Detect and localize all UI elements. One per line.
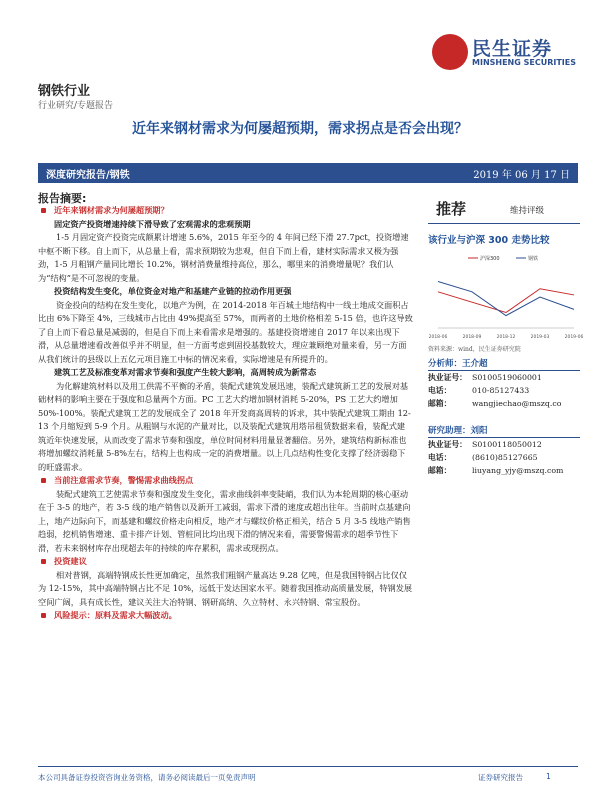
section-heading: 当前注意需求节奏，警惕需求曲线拐点	[38, 474, 413, 488]
analyst-row-key: 电话：	[428, 386, 452, 395]
assistant-row-key: 电话：	[428, 453, 452, 462]
chart-x-tick: 2018-06	[428, 335, 448, 340]
analyst-row-value: 010-85127433	[472, 386, 530, 395]
chart-caption: 该行业与沪深 300 走势比较	[428, 235, 550, 246]
assistant-row-value: S0100118050012	[472, 440, 542, 449]
report-headline: 近年来钢材需求为何屡超预期，需求拐点是否会出现？	[132, 121, 468, 137]
assistant-row-value: (8610)85127665	[472, 453, 538, 462]
section-heading: 风险提示：原料及需求大幅波动。	[38, 609, 413, 623]
assistant-info	[428, 438, 580, 477]
assistant-row-key: 执业证号：	[428, 440, 467, 449]
body-paragraph: 1-5 月固定资产投资完成额累计增速 5.6%，2015 年至今的 4 年间已经下滑 27.7pct，投资增速中枢不断下移。自上而下，从总量上看，需求预期较为悲观，但自下而上看，建材实际需求又极为强劲，1-5 月粗钢产量同比增长 10.2%，钢材消费量维持高位，那么，哪里来的消费增量呢？我们认为“结构”是不可忽视的变量。	[38, 232, 409, 283]
rating-main: 推荐	[436, 200, 467, 218]
chart-x-tick: 2018-09	[462, 335, 482, 340]
brand-name-en: MINSHENG SECURITIES	[472, 58, 576, 67]
sidebar	[428, 198, 584, 477]
analyst-title: 分析师：王介超	[428, 357, 580, 371]
chart-series-line	[438, 289, 574, 313]
subsection-heading: 投资结构发生变化，单位资金对地产和基建产业链的拉动作用更强	[54, 286, 292, 296]
footer-divider	[38, 766, 578, 767]
analyst-row-key: 执业证号：	[428, 373, 467, 382]
analyst-info	[428, 371, 580, 410]
summary-title: 报告摘要:	[38, 192, 87, 205]
analyst-row-value: wangjiechao@mszq.co	[472, 399, 562, 408]
trend-chart	[428, 252, 584, 342]
chart-x-tick: 2019-03	[530, 335, 550, 340]
body-paragraph: 装配式建筑工艺使需求节奏和强度发生变化，需求曲线斜率变陡峭，我们认为本轮周期的核心驱动在于 3-5 的地产，若 3-5 线的地产销售以及新开工减弱，需求下滑的速度或超出往年。当前时点基建向上，地产边际向下，而基建和螺纹价格走向相反，地产才与螺纹价格正相关，结合 5 月 3-5 线地产销售趋弱，挖机销售增速、重卡排产计划、管桩同比均出现下滑的情况来看，需要警惕需求的超季节性下滑，若未来钢材库存出现超去年的持续的库存累积，需求或现拐点。	[38, 488, 411, 553]
footer-label: 证券研究报告	[478, 773, 523, 782]
body-paragraph: 相对普钢，高端特钢成长性更加确定，虽然我们粗钢产量高达 9.28 亿吨，但是我国特钢占比仅仅为 12-15%，其中高端特钢占比不足 10%，远低于发达国家水平。随着我国推动高质量发展，特钢发展空间广阔，具有成长性，建议关注大冶特钢、钢研高纳、久立特材、永兴特钢、常宝股份。	[38, 569, 413, 607]
chart-legend-label: 沪深300	[480, 256, 500, 262]
report-date: 2019 年 06 月 17 日	[473, 170, 570, 181]
chart-x-tick: 2018-12	[496, 335, 516, 340]
analyst-row-key: 邮箱：	[428, 399, 452, 408]
assistant-title: 研究助理：刘阳	[428, 424, 580, 438]
subsection-heading: 建筑工艺及标准变革对需求节奏和强度产生较大影响，高周转成为新常态	[54, 367, 317, 377]
analyst-row-value: S0100519060001	[472, 373, 542, 382]
assistant-row-value: liuyang_yjy@mszq.com	[472, 466, 564, 475]
chart-x-tick: 2019-06	[564, 335, 584, 340]
rating-box	[428, 198, 580, 224]
body-paragraph: 资金投向的结构在发生变化，以地产为例，在 2014-2018 年百城土地结构中一线土地成交面积占比由 6%下降至 4%，三线城市占比由 49%提高至 57%，而两者的土地价格相差 5-15 倍，也许这导致了自上而下看总量是减弱的，但是自下而上来看需求是增强的。基建投资增速自 2017 年以来出现下滑，从总量增速看改善似乎并不明显，但一方面考虑到固投基数较大，理应兼顾绝对量来看，另一方面从我们统计的县级以上五亿元项目施工中标的情况来看，实际增速是有所提升的。	[38, 299, 413, 364]
industry-title: 钢铁行业	[38, 84, 91, 99]
assistant-row	[428, 464, 580, 477]
assistant-row	[428, 438, 580, 451]
subsection-heading: 固定资产投资增速持续下滑导致了宏观需求的悲观预期	[54, 218, 251, 229]
body-paragraph: 为化解建筑材料以及用工供需不平衡的矛盾，装配式建筑发展迅速，装配式建筑新工艺的发展对基础材料的影响主要在于强度和总量两个方面。PC 工艺大约增加钢材消耗 5-20%，PS 工艺大约增加 50%-100%。装配式建筑工艺的发展成全了 2018 年开发商高周转的诉求，其中装配式建筑工期由 12-13 个月缩短到 5-9 个月。从粗钢与水泥的产量对比，以及装配式建筑用塔吊租赁数据来看，装配式建筑近年快速发展，从而改变了需求节奏和强度，单位时间材料用量显著翻倍。另外，建筑结构新标准也将增加螺纹消耗量 5-8%左右，结构上也构成一定的消费增量。以上几点结构性变化支撑了经济弱稳下的旺盛需求。	[38, 380, 411, 472]
analyst-row	[428, 384, 580, 397]
chart-source: 资料来源：wind，民生证券研究院	[428, 346, 521, 353]
assistant-row-key: 邮箱：	[428, 466, 452, 475]
section-heading: 近年来钢材需求为何屡超预期？	[38, 204, 413, 218]
report-type-label: 深度研究报告/钢铁	[46, 170, 130, 181]
chart-legend-label: 钢铁	[528, 256, 539, 262]
section-heading: 投资建议	[38, 555, 413, 569]
summary-body	[38, 204, 413, 623]
footer-disclaimer: 本公司具备证券投资咨询业务资格，请务必阅读最后一页免责声明	[38, 773, 256, 782]
trend-chart-svg	[428, 252, 584, 342]
assistant-row	[428, 451, 580, 464]
brand-name: 民生证券	[472, 38, 553, 60]
report-category: 行业研究/专题报告	[38, 101, 114, 111]
analyst-row	[428, 397, 580, 410]
page-number: 1	[546, 772, 551, 781]
brand-logo-icon	[432, 34, 468, 70]
rating-sub: 维持评级	[510, 206, 545, 216]
analyst-row	[428, 371, 580, 384]
